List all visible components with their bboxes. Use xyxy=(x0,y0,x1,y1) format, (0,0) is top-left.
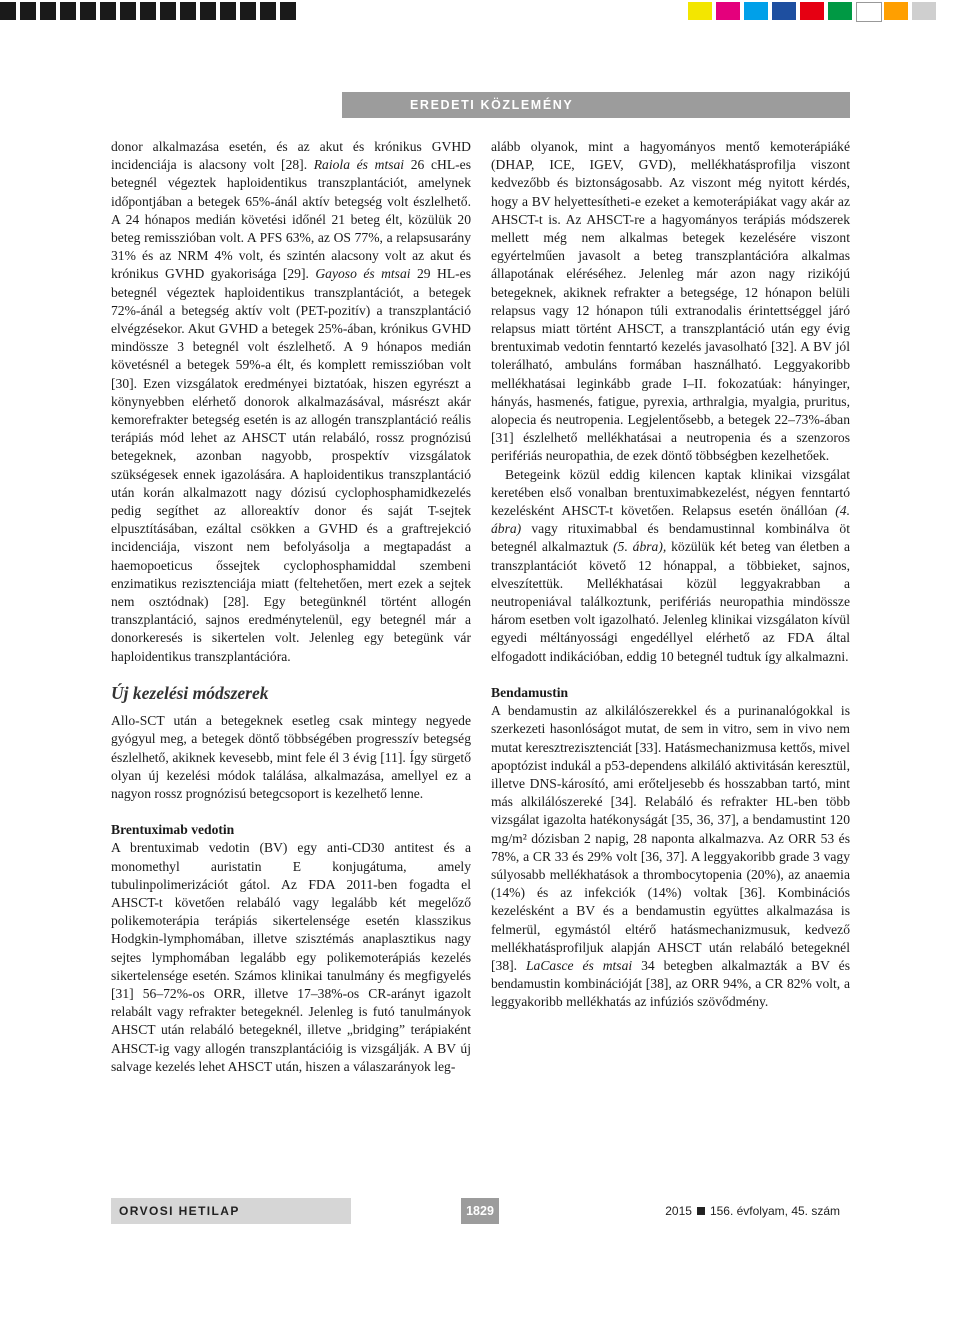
journal-name: ORVOSI HETILAP xyxy=(111,1198,351,1224)
text-run: 29 HL-es betegnél végeztek haploidentikus transzplantációt, a betegek 72%-ánál a betegség aktív volt (PET-pozitív) a transzplantáció elvégzésekor. Akut GVHD a betegek 25%-ában, krónikus GVHD mindössze 3 betegnél volt észlelhető. A 9 hónapos medián követésnél a betegek 59%-a élt, és komplett remisszióban volt [30]. Ezen vizsgálatok eredményei biztatóak, hiszen egyrészt a könynyebben elérhető donorok alkalmazásával, másrészt akár kemorefrakter betegség esetén is az allogén transzplantáció reális terápiás mód lehet az AHSCT után relabáló, rossz prognózisú betegeknek, azonban nagyobb, prospektív vizsgálatok szükségesek ennek igazolására. A haploidentikus transzplantáció után korán alkalmazott nagy dózisú cyclophosphamidkezelés pedig segíthet az alloreaktív donor és saját T-sejtek elpusztításában, ezáltal csökken a GVHD és a graftrejekció incidenciája, viszont nem befolyásolja a megtapadást a haemopoeticus őssejtek cyclophosphamiddal szembeni enzimatikus rezisztenciája miatt (feltehetően, mert ezek a sejtek nem osztódnak) [28]. Egy betegünknél történt allogén transzplantáció, sajnos eredménytelenül, egy betegnél már a donorkeresés is sikertelen volt. Jelenleg egy betegünk vár haploidentikus transzplantációra. xyxy=(111,266,471,664)
color-swatch xyxy=(688,2,712,20)
color-swatch xyxy=(716,2,740,20)
paragraph: A brentuximab vedotin (BV) egy anti-CD30 antitest és a monomethyl auristatin E konjugátuma, amely tubulinpolimerizációt gátol. Az FDA 2011-ben fogadta el AHSCT-t követően relabáló vagy legalább két megelőző polikemoterápia terápiás sikertelensége esetén klasszikus Hodgkin-lymphomában, illetve szisztémás anaplasztikus nagy sejtes lymphomában legalább egy polikemoterápiás kezelés sikertelensége esetén. Számos klinikai tanulmány és megfigyelés [31] 56–72%-os ORR, illetve 17–38%-os CR-arányt igazolt relabált vagy refrakter betegeknél. Jelenleg is futó tanulmányok AHSCT után relabáló betegeknél, illetve „bridging” terápiaként AHSCT-ig vagy allogén transzplantációig is vizsgálják. A BV új salvage kezelés lehet AHSCT után, hiszen a válaszarányok leg- xyxy=(111,840,471,1074)
subheading: Brentuximab vedotin xyxy=(111,822,235,838)
color-swatch xyxy=(856,2,882,22)
section-heading: Új kezelési módszerek xyxy=(111,682,269,703)
author-citation: Gayoso és mtsai xyxy=(315,266,411,282)
year: 2015 xyxy=(665,1204,692,1218)
color-swatch xyxy=(240,2,256,20)
paragraph xyxy=(111,138,471,666)
color-swatch xyxy=(140,2,156,20)
section-header-band xyxy=(342,92,850,118)
color-swatch xyxy=(280,2,296,20)
text-run: vagy rituximabbal és bendamustinnal kombinálva öt betegnél alkalmaztuk xyxy=(491,521,850,555)
color-swatch xyxy=(220,2,236,20)
color-swatch xyxy=(260,2,276,20)
volume-issue: 156. évfolyam, 45. szám xyxy=(709,1204,840,1218)
color-swatch xyxy=(160,2,176,20)
print-color-bar xyxy=(0,0,960,22)
square-bullet-icon xyxy=(697,1207,705,1215)
color-swatch xyxy=(180,2,196,20)
color-swatch xyxy=(100,2,116,20)
color-swatch xyxy=(200,2,216,20)
paragraph xyxy=(491,702,850,1011)
author-citation: LaCasce és mtsai xyxy=(525,957,633,973)
paragraph xyxy=(491,466,850,666)
color-swatch xyxy=(884,2,908,20)
color-swatch xyxy=(0,2,16,20)
text-run: A bendamustin az alkilálószerekkel és a purinanalógokkal is szerkezeti hasonlóságot mutat, de sem in vitro, sem in vivo nem mutat keresztrezisztenciát [33]. Hatásmechanizmusa kettős, mivel apoptózist indukál a p53-dependens alkiláló aktivitásán keresztül, illetve DNS-károsító, ami erőteljesebb és hosszabban tartó, mint más alkilálószereké [34]. Relabáló és refrakter HL-ben több vizsgálat igazolta hatékonyságát [35, 36, 37], a bendamustint 120 mg/m² dózisban 2 napig, 28 naponta alkalmazva. Az ORR 53 és 78%, a CR 33 és 29% volt [36, 37]. A leggyakoribb grade 3 vagy súlyosabb mellékhatások a thrombocytopenia (20%), az anaemia (14%) és az infekciók (14%) voltak [36]. Kombinációs kezelésként a BV és a bendamustin együttes alkalmazása is felmerül, egymástól eltérő hatásmechanizmusuk, kedvező mellékhatásprofiljuk alapján AHSCT után relabáló betegeknél [38]. xyxy=(491,703,850,973)
author-citation: Raiola és mtsai xyxy=(313,157,405,173)
color-swatch xyxy=(20,2,36,20)
color-swatch xyxy=(80,2,96,20)
text-run: 34 betegben alkalmazták a BV és bendamustin kombinációját [38], az ORR 94%, a CR 82% volt, a leggyakoribb mellékhatás az infúziós szövődmény. xyxy=(491,957,850,1010)
article-type-label: EREDETI KÖZLEMÉNY xyxy=(410,98,574,112)
right-column xyxy=(491,138,850,1012)
figure-reference: (5. ábra), xyxy=(613,539,667,555)
page-footer xyxy=(111,1198,850,1224)
color-swatch xyxy=(800,2,824,20)
color-swatch xyxy=(744,2,768,20)
paragraph: Allo-SCT után a betegeknek esetleg csak mintegy negyede gyógyul meg, a betegek döntő többségében progresszív betegség észlelhető, akiknek kevesebb, mint fele él 3 évig [11]. Így sürgető olyan új kezelési módok találása, alkalmazása, amellyel ez a nagyon rossz prognózisú betegcsoport is kezelhető lenne. xyxy=(111,713,471,801)
color-swatch xyxy=(60,2,76,20)
color-swatch xyxy=(120,2,136,20)
subheading: Bendamustin xyxy=(491,684,569,700)
page-number: 1829 xyxy=(461,1198,499,1224)
color-swatch xyxy=(828,2,852,20)
color-swatch xyxy=(772,2,796,20)
paragraph: alább olyanok, mint a hagyományos mentő kemoterápiáké (DHAP, ICE, IGEV, GVD), mellékhatásprofilja viszont kedvezőbb és biztonságosabb. Az viszont még nyitott kérdés, hogy a BV helyettesítheti-e ezeket a kemoterápiákat vagy akár az AHSCT-t is. Az AHSCT-re a hagyományos terápiás módszerek mellett még nem alkalmas betegek kezelésére viszont egyértelműen javasolt a beteg transzplantációra alkalmas állapotának eléréséhez. Jelenleg már azon nagy rizikójú betegeknek, akiknek refrakter a betegsége, 12 hónapon belüli relapsus vagy 12 hónapon túli extranodalis érintettséggel járó relapsus miatt történt AHSCT, a transzplantáció után egy évig brentuximab vedotin fenntartó kezelés javasolható [32]. A BV jól tolerálható, ambuláns formában használható. Leggyakoribb mellékhatásai leginkább grade I–II. fokozatúak: hányinger, hányás, hasmenés, fatigue, pyrexia, arthralgia, myalgia, pruritus, alopecia és neutropenia. Legjelentősebb, a betegek 22–73%-ában [31] észlelhető mellékhatásai a neutropenia és a szenzoros perifériás neuropathia, de ezek döntő többségben kezelhetőek. xyxy=(491,139,850,464)
left-column xyxy=(111,138,471,1076)
text-run: közülük két beteg van életben a transzplantációt követő 12 hónappal, a többieket, sajnos, elveszítettük. Mellékhatásai közül leggyakrabban a neutropeniával találkoztunk, perifériás neuropathia mindössze három esetben volt igazolható. Jelenleg klinikai vizsgálaton kívül egyedi méltányossági engedéllyel elérhető az FDA által elfogadott indikációban, eddig 10 betegnél tudtuk így alkalmazni. xyxy=(491,539,850,664)
color-swatch xyxy=(40,2,56,20)
color-swatch xyxy=(912,2,936,20)
issue-info xyxy=(665,1198,840,1224)
text-run: Betegeink közül eddig kilencen kaptak klinikai vizsgálat keretében első vonalban brentuximabkezelést, négyen fenntartó kezelésként AHSCT-t követően. Relapsus esetén önállóan xyxy=(491,466,850,519)
figure-reference: (4. ábra) xyxy=(491,503,850,537)
text-run: 26 cHL-es betegnél végeztek haploidentikus transzplantációt, amelynek időpontjában a betegek 65%-ánál aktív betegség volt észlelhető. A 24 hónapos medián követési időnél 21 beteg élt, közülük 20 beteg remisszióban volt. A PFS 63%, az OS 77%, a relapsusarány 31% és az NRM 4% volt, és szintén alacsony volt az akut és krónikus GVHD gyakorisága [29]. xyxy=(111,157,471,282)
text-run: donor alkalmazása esetén, és az akut és krónikus GVHD incidenciája is alacsony volt [28]. xyxy=(111,139,471,173)
